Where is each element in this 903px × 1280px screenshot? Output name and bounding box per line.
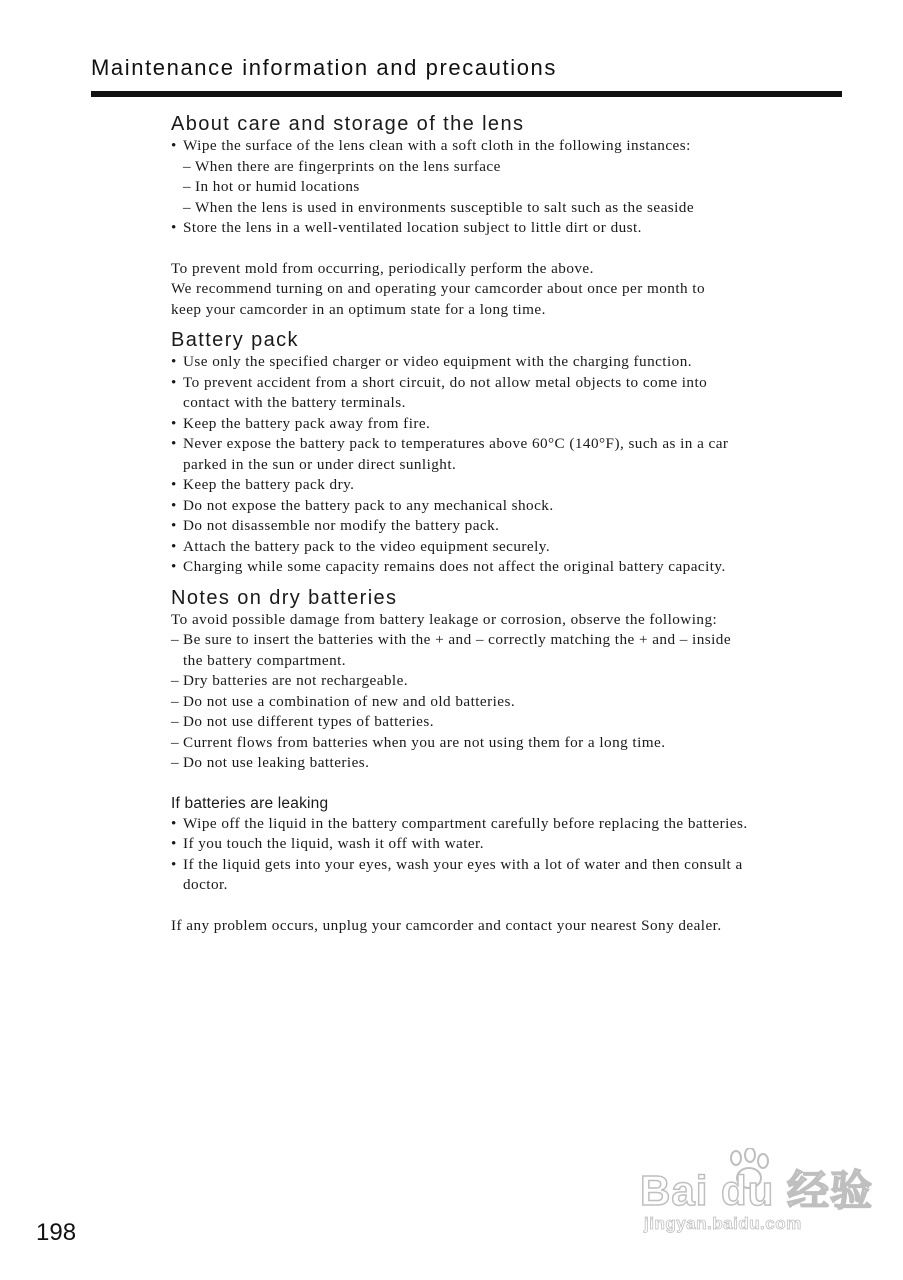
list-item-continuation: doctor. <box>183 876 228 893</box>
section-heading-lens: About care and storage of the lens <box>171 113 525 135</box>
subsection-heading-leaking: If batteries are leaking <box>171 794 329 812</box>
list-item: • Wipe the surface of the lens clean with a soft cloth in the following instances: <box>171 136 851 157</box>
section-heading-dry-batteries: Notes on dry batteries <box>171 586 398 609</box>
section-heading-battery: Battery pack <box>171 329 299 351</box>
list-item: – Be sure to insert the batteries with the + and – correctly matching the + and – inside <box>171 630 851 651</box>
list-item: • If you touch the liquid, wash it off with water. <box>171 834 851 855</box>
list-item: – Dry batteries are not rechargeable. <box>171 671 851 692</box>
list-item: • Keep the battery pack dry. <box>171 475 851 496</box>
list-subitem: – In hot or humid locations <box>171 177 851 198</box>
paragraph-line: To avoid possible damage from battery leakage or corrosion, observe the following: <box>171 610 718 628</box>
list-item: • To prevent accident from a short circuit, do not allow metal objects to come into <box>171 373 851 394</box>
page-number: 198 <box>36 1219 77 1246</box>
baidu-jingyan-watermark <box>640 1148 874 1248</box>
paragraph-line: We recommend turning on and operating your camcorder about once per month to <box>171 280 705 297</box>
list-item: • Store the lens in a well-ventilated location subject to little dirt or dust. <box>171 218 851 239</box>
list-subitem: – When the lens is used in environments susceptible to salt such as the seaside <box>171 198 851 219</box>
list-item: • Use only the specified charger or video equipment with the charging function. <box>171 352 851 373</box>
watermark-logo: Bai du 经验 <box>640 1167 874 1214</box>
page-content <box>171 112 851 936</box>
list-item: • Keep the battery pack away from fire. <box>171 414 851 435</box>
list-item: • Wipe off the liquid in the battery compartment carefully before replacing the batteries. <box>171 814 851 835</box>
watermark-url: jingyan.baidu.com <box>644 1214 802 1233</box>
closing-paragraph: If any problem occurs, unplug your camcorder and contact your nearest Sony dealer. <box>171 916 722 934</box>
paragraph-line: To prevent mold from occurring, periodically perform the above. <box>171 259 594 277</box>
list-item: – Do not use a combination of new and old batteries. <box>171 692 851 713</box>
list-item: • Never expose the battery pack to temperatures above 60°C (140°F), such as in a car <box>171 434 851 455</box>
list-item: • Do not expose the battery pack to any mechanical shock. <box>171 496 851 517</box>
list-item: • Attach the battery pack to the video equipment securely. <box>171 537 851 558</box>
list-item-continuation: the battery compartment. <box>183 651 347 669</box>
list-subitem: – When there are fingerprints on the lens surface <box>171 157 851 178</box>
list-item: – Current flows from batteries when you are not using them for a long time. <box>171 733 851 754</box>
header-rule <box>91 91 842 97</box>
list-item: • Do not disassemble nor modify the battery pack. <box>171 516 851 537</box>
paragraph-line: keep your camcorder in an optimum state for a long time. <box>171 300 546 318</box>
list-item: – Do not use leaking batteries. <box>171 753 851 774</box>
list-item-continuation: parked in the sun or under direct sunlight. <box>183 455 457 473</box>
list-item-continuation: contact with the battery terminals. <box>183 394 406 411</box>
list-item: • Charging while some capacity remains does not affect the original battery capacity. <box>171 557 851 578</box>
page-header-title: Maintenance information and precautions <box>91 55 557 80</box>
list-item: • If the liquid gets into your eyes, wash your eyes with a lot of water and then consult a <box>171 855 851 876</box>
list-item: – Do not use different types of batteries. <box>171 712 851 733</box>
